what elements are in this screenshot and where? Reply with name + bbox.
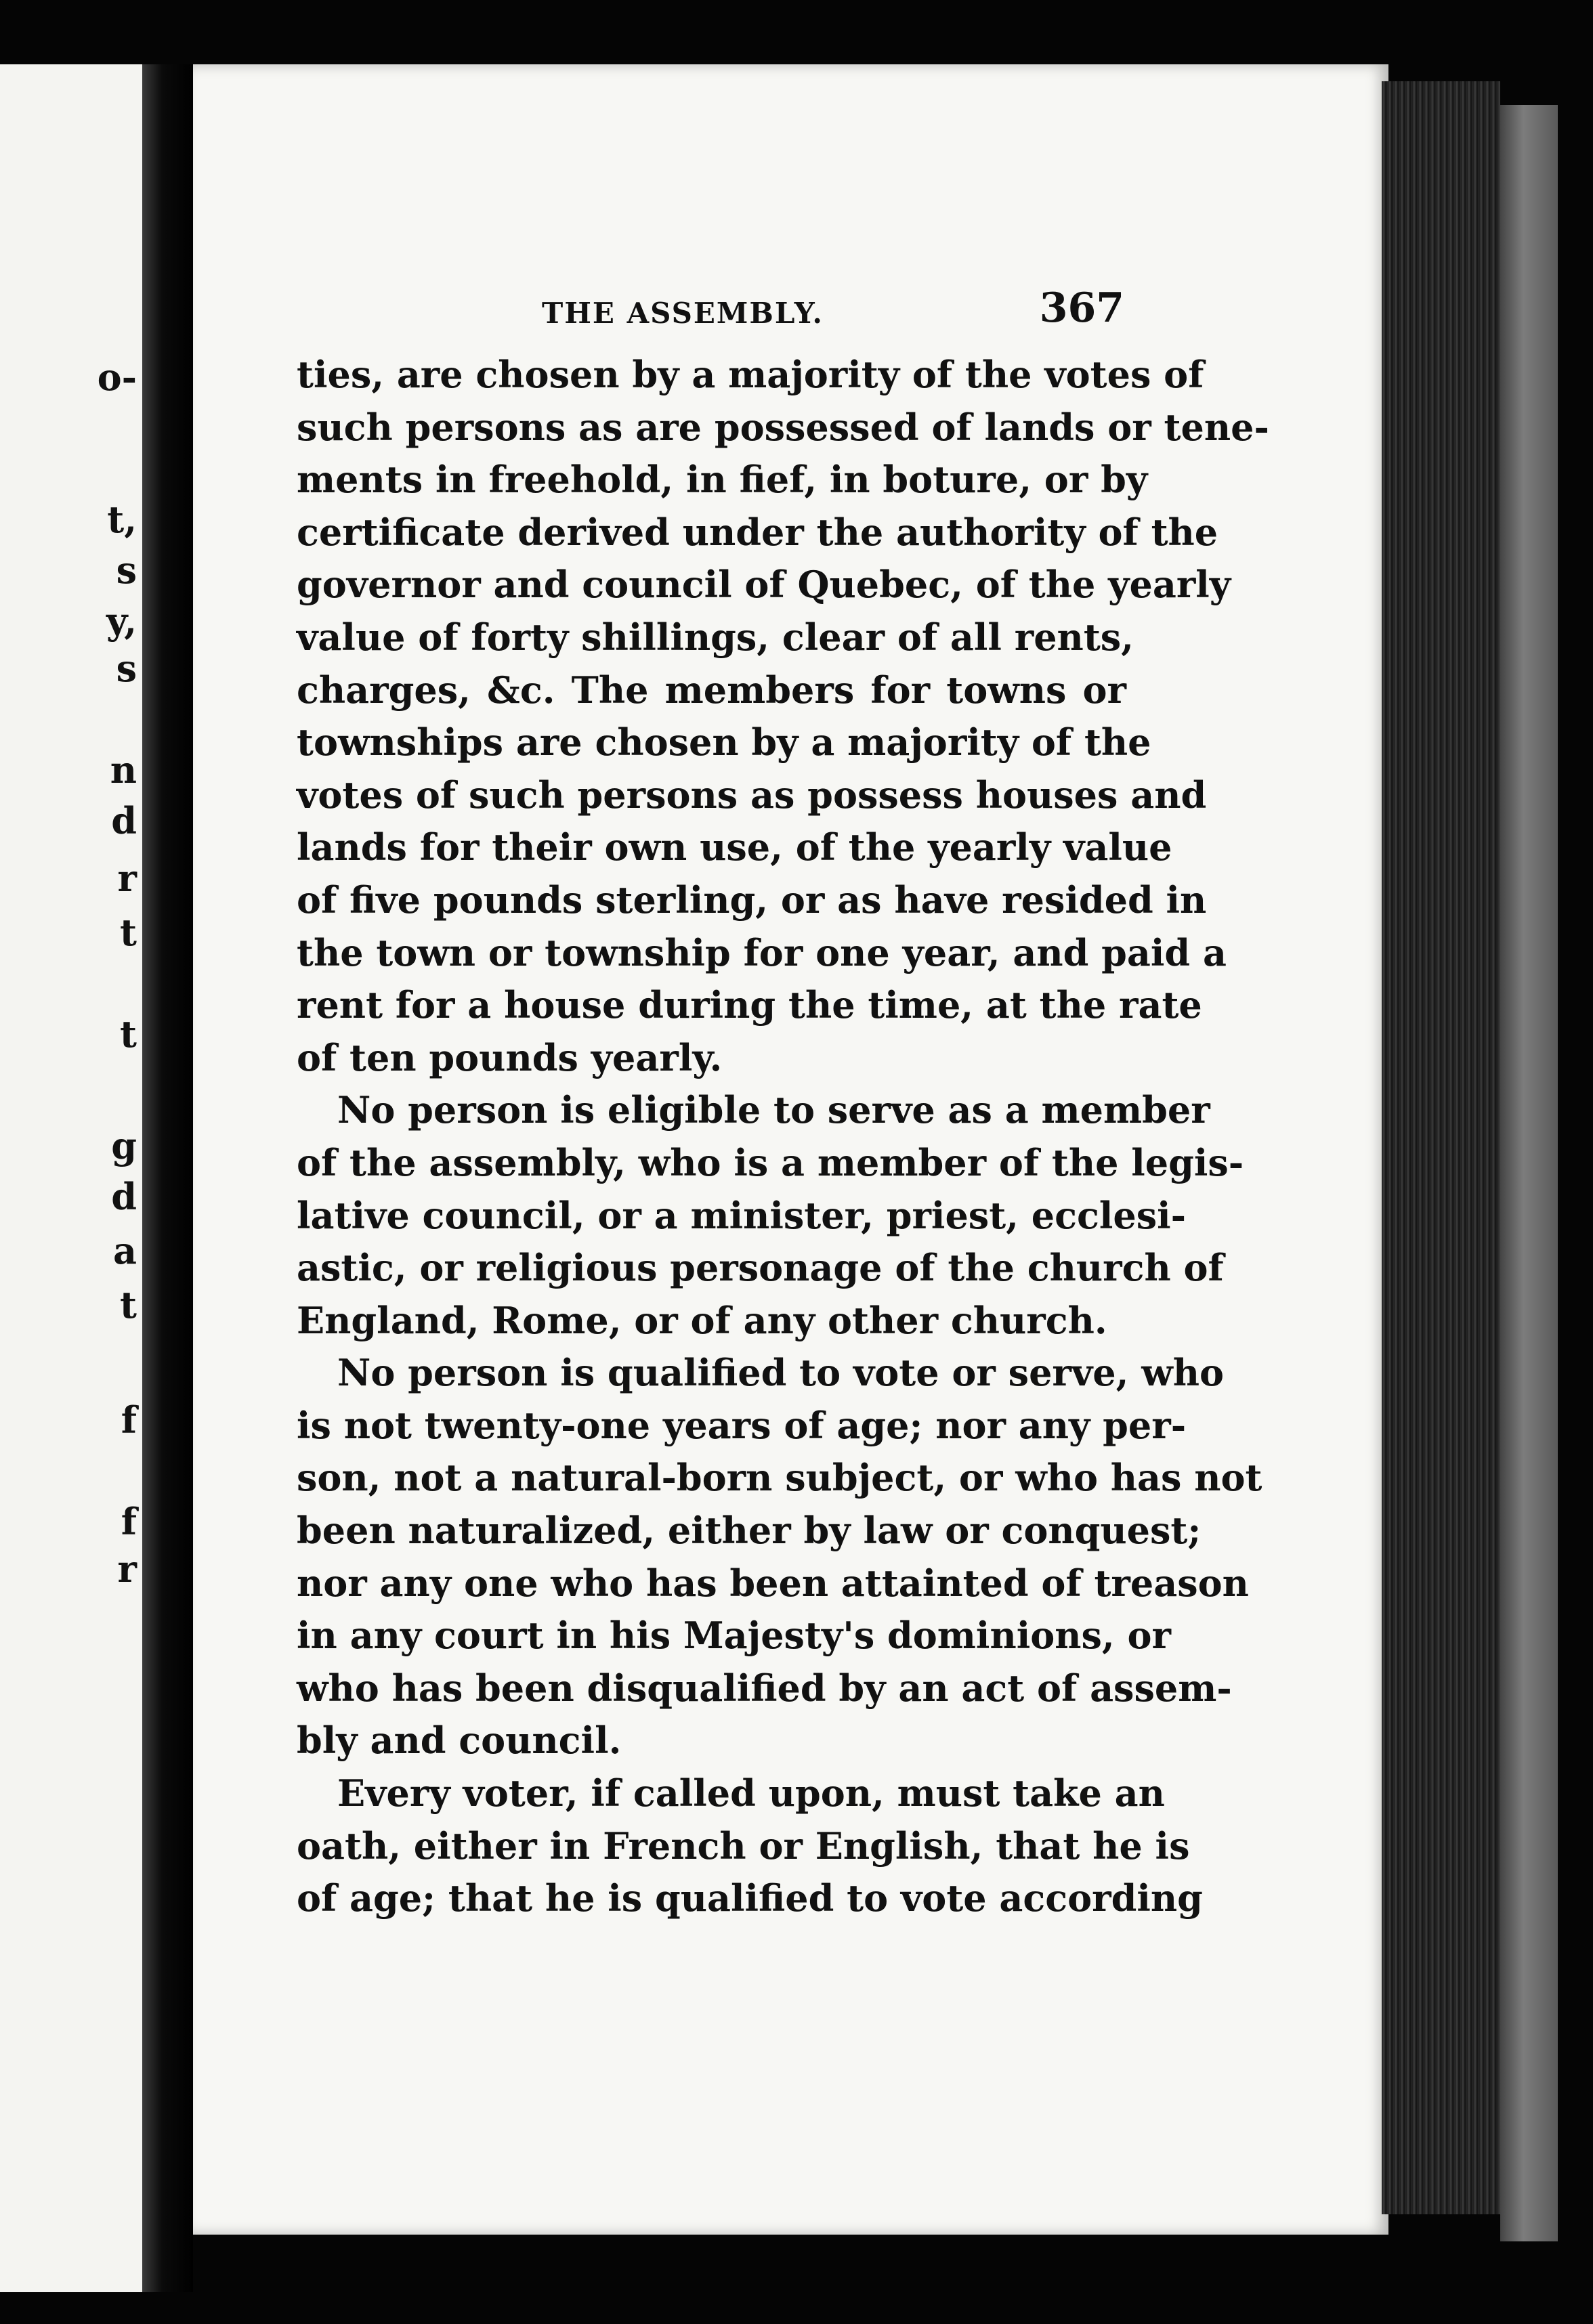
- text-line: of five pounds sterling, or as have resided in: [297, 878, 1207, 922]
- text-line: certificate derived under the authority of the: [297, 510, 1218, 554]
- paragraph: [297, 1084, 1244, 1347]
- previous-page-fragment: y,: [106, 599, 137, 643]
- book-cover-board: [1500, 105, 1558, 2241]
- text-line: of ten pounds yearly.: [297, 1035, 723, 1079]
- body-text: [297, 349, 1269, 1925]
- text-line: such persons as are possessed of lands or tene-: [297, 405, 1269, 449]
- previous-page-fragment: o-: [97, 356, 137, 399]
- text-line: England, Rome, or of any other church.: [297, 1298, 1107, 1342]
- text-line: No person is qualified to vote or serve, who: [337, 1351, 1224, 1395]
- previous-page-fragment: d: [111, 799, 137, 842]
- text-line: No person is eligible to serve as a member: [337, 1088, 1210, 1132]
- text-line: rent for a house during the time, at the rate: [297, 983, 1202, 1027]
- previous-page-fragment: g: [111, 1124, 137, 1167]
- text-line: astic, or religious personage of the church of: [297, 1246, 1224, 1290]
- previous-page-fragment: a: [113, 1229, 137, 1272]
- text-line: townships are chosen by a majority of the: [297, 720, 1151, 765]
- previous-page-fragment: d: [111, 1175, 137, 1218]
- previous-page-fragment: f: [121, 1398, 137, 1442]
- text-line: lands for their own use, of the yearly value: [297, 825, 1172, 869]
- text-line: been naturalized, either by law or conquest;: [297, 1509, 1202, 1553]
- text-line: lative council, or a minister, priest, ecclesi-: [297, 1193, 1187, 1237]
- paragraph: [297, 1767, 1203, 1925]
- text-line: of the assembly, who is a member of the legis-: [297, 1140, 1244, 1184]
- text-line: charges, &c. The members for towns or: [297, 668, 1126, 712]
- previous-page-fragment: t,: [107, 498, 137, 541]
- text-line: nor any one who has been attainted of treason: [297, 1561, 1249, 1605]
- previous-page-edge: [0, 64, 142, 2292]
- text-line: Every voter, if called upon, must take an: [337, 1771, 1165, 1815]
- text-line: son, not a natural-born subject, or who has not: [297, 1456, 1262, 1500]
- text-line: in any court in his Majesty's dominions, or: [297, 1614, 1171, 1658]
- previous-page-text-fragments: [4, 64, 140, 2292]
- text-line: value of forty shillings, clear of all rents,: [297, 615, 1134, 659]
- text-line: oath, either in French or English, that he is: [297, 1824, 1190, 1868]
- text-line: bly and council.: [297, 1719, 622, 1763]
- previous-page-fragment: t: [120, 911, 137, 954]
- paragraph: [297, 349, 1269, 1084]
- previous-page-fragment: s: [116, 647, 137, 690]
- previous-page-fragment: t: [120, 1283, 137, 1327]
- text-line: ments in freehold, in fief, in boture, or by: [297, 458, 1148, 502]
- text-line: votes of such persons as possess houses and: [297, 773, 1207, 817]
- text-line: of age; that he is qualified to vote according: [297, 1876, 1203, 1920]
- previous-page-fragment: r: [117, 1547, 137, 1591]
- previous-page-fragment: t: [120, 1012, 137, 1056]
- text-line: governor and council of Quebec, of the yearly: [297, 563, 1231, 607]
- previous-page-fragment: n: [110, 748, 137, 792]
- previous-page-fragment: f: [121, 1500, 137, 1543]
- text-line: the town or township for one year, and paid a: [297, 930, 1227, 974]
- previous-page-fragment: r: [117, 857, 137, 900]
- text-line: ties, are chosen by a majority of the votes of: [297, 353, 1204, 396]
- text-line: is not twenty-one years of age; nor any per-: [297, 1403, 1187, 1447]
- book-gutter: [142, 64, 193, 2292]
- paragraph: [297, 1347, 1262, 1767]
- page-block-edge: [1382, 81, 1500, 2214]
- text-line: who has been disqualified by an act of assem-: [297, 1666, 1232, 1710]
- running-head-title: THE ASSEMBLY.: [542, 297, 824, 330]
- page-number: 367: [1039, 284, 1124, 332]
- previous-page-fragment: s: [116, 548, 137, 592]
- running-head: [298, 284, 1124, 339]
